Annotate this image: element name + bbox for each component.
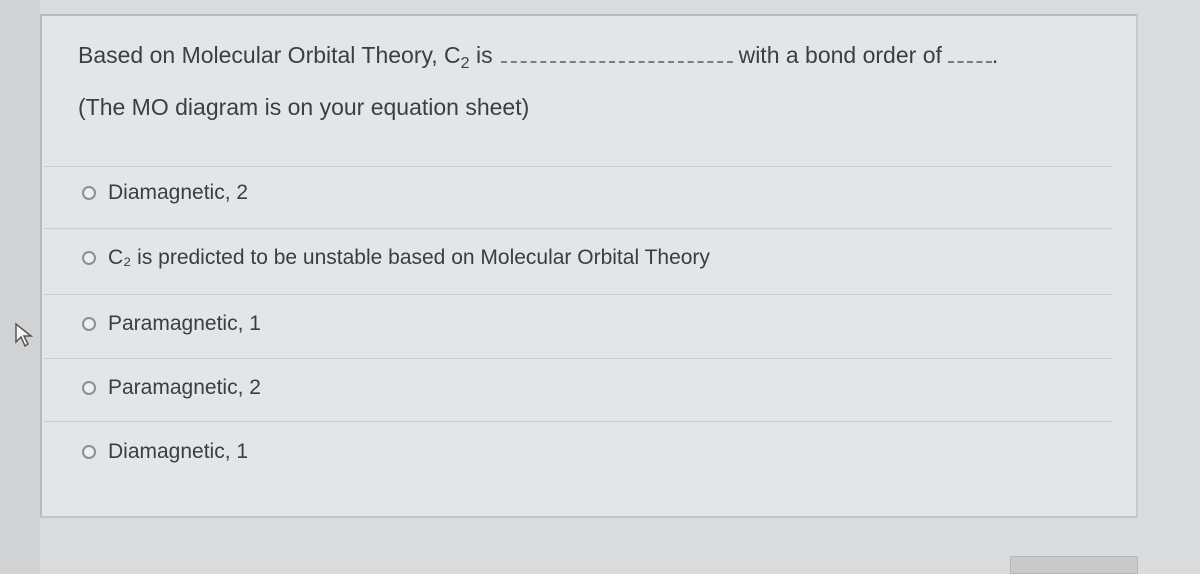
radio-button[interactable] bbox=[82, 445, 96, 459]
question-middle: with a bond order of bbox=[738, 42, 942, 68]
option-unstable[interactable] bbox=[82, 246, 710, 270]
option-diamagnetic-2[interactable] bbox=[82, 181, 248, 205]
answer-blank-2 bbox=[948, 43, 992, 63]
option-diamagnetic-1[interactable] bbox=[82, 440, 248, 464]
divider bbox=[44, 166, 1112, 167]
option-paramagnetic-1[interactable] bbox=[82, 312, 261, 336]
radio-button[interactable] bbox=[82, 381, 96, 395]
question-prompt bbox=[78, 42, 999, 72]
question-is-word: is bbox=[475, 42, 493, 68]
answer-blank-1 bbox=[501, 43, 733, 63]
option-label: Diamagnetic, 1 bbox=[108, 440, 249, 463]
question-subscript: 2 bbox=[460, 55, 470, 72]
left-margin bbox=[0, 0, 40, 574]
divider bbox=[44, 421, 1112, 422]
divider bbox=[44, 294, 1112, 295]
question-card bbox=[40, 14, 1138, 518]
option-label: Paramagnetic, 1 bbox=[108, 312, 261, 335]
mouse-pointer-icon bbox=[14, 322, 34, 348]
option-label: Diamagnetic, 2 bbox=[108, 181, 249, 204]
option-label: Paramagnetic, 2 bbox=[108, 376, 261, 399]
option-paramagnetic-2[interactable] bbox=[82, 376, 261, 400]
question-prefix: Based on Molecular Orbital Theory, C bbox=[78, 42, 461, 68]
radio-button[interactable] bbox=[82, 186, 96, 200]
radio-button[interactable] bbox=[82, 317, 96, 331]
question-note: (The MO diagram is on your equation sheet) bbox=[78, 94, 530, 120]
divider bbox=[44, 228, 1112, 229]
question-end: . bbox=[991, 42, 999, 68]
radio-button[interactable] bbox=[82, 251, 96, 265]
divider bbox=[44, 358, 1112, 359]
option-label: C₂ is predicted to be unstable based on Molecular Orbital Theory bbox=[108, 246, 710, 269]
next-control-edge[interactable] bbox=[1010, 556, 1138, 574]
